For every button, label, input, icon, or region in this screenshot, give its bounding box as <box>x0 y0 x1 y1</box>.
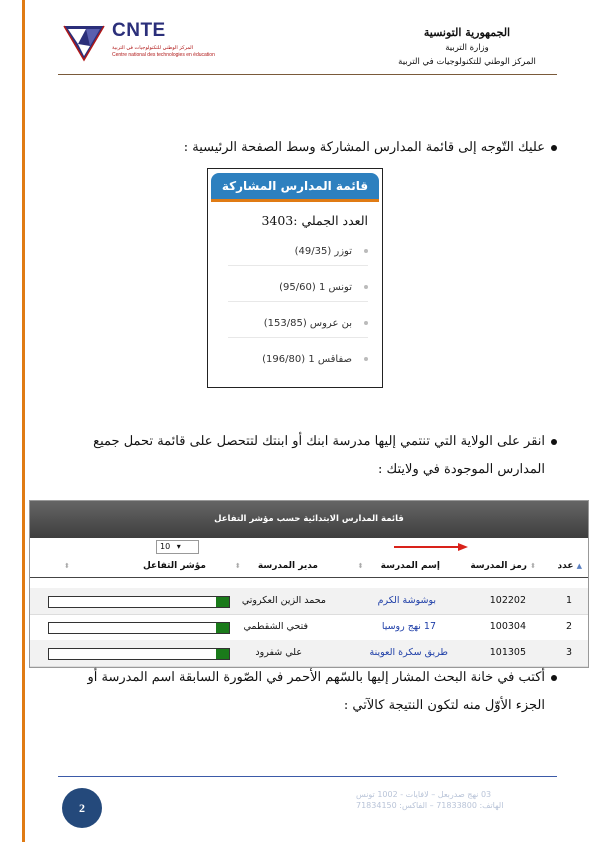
header-republic: الجمهورية التونسية <box>423 26 511 39</box>
col-indicator[interactable]: مؤشر التفاعل ⬍ <box>64 561 206 571</box>
header-ministry-text <box>377 26 557 67</box>
school-region-item[interactable]: توزر (49/35) <box>228 239 368 266</box>
col-num[interactable]: ▲ عدد <box>557 561 582 571</box>
col-code[interactable]: ⬍ رمز المدرسة <box>470 561 536 571</box>
sort-icon: ⬍ <box>357 562 364 570</box>
sort-icon: ⬍ <box>234 562 241 570</box>
instruction-3-text: أكتب في خانة البحث المشار إليها بالسّهم الأحمر في الصّورة السابقة اسم المدرسة أو <box>87 670 545 685</box>
header-ministry: وزارة التربية <box>445 43 489 53</box>
school-link[interactable]: 17 نهج روسيا <box>381 621 436 632</box>
logo-subtitle-ar: المركز الوطني للتكنولوجيات في التربية <box>112 45 194 51</box>
school-region-item[interactable]: صفاقس 1 (196/80) <box>228 347 368 373</box>
bullet-icon <box>551 675 557 681</box>
indicator-bar-fill <box>216 597 229 607</box>
page-size-select[interactable]: 10 ▾ <box>156 540 199 554</box>
participating-schools-box <box>207 168 383 388</box>
school-link[interactable]: بوشوشة الكرم <box>377 595 436 606</box>
instruction-2-text: انقر على الولاية التي تنتمي إليها مدرسة ابنك أو ابنتك لتتحصل على قائمة تحمل جميع <box>93 434 545 449</box>
schools-table-title: قائمة المدارس الابتدائية حسب مؤشر التفاعل <box>30 501 588 538</box>
school-region-item[interactable]: تونس 1 (95/60) <box>228 275 368 302</box>
table-row: 3 101305 طريق سكرة العوينة علي شفرود <box>30 640 588 667</box>
footer-address: 03 نهج صدربعل – لافايات - 1002 تونس الهاتف: 71833800 – الفاكس: 71834150 <box>356 790 504 810</box>
sort-asc-icon: ▲ <box>576 562 582 570</box>
indicator-bar <box>48 596 230 608</box>
instruction-2-text-cont: المدارس الموجودة في ولايتك : <box>378 462 545 477</box>
bullet-icon <box>364 285 368 289</box>
instruction-1-text: عليك التّوجه إلى قائمة المدارس المشاركة وسط الصفحة الرئيسية : <box>183 140 545 155</box>
instruction-1 <box>37 134 557 162</box>
indicator-bar <box>48 648 230 660</box>
table-row: 2 100304 17 نهج روسيا فتحي الشقطمي <box>30 614 588 641</box>
bullet-icon <box>364 321 368 325</box>
instruction-2 <box>37 428 557 484</box>
bullet-icon <box>364 249 368 253</box>
header-center: المركز الوطني للتكنولوجيات في التربية <box>398 57 536 67</box>
cnte-emblem-icon <box>62 22 106 62</box>
red-arrow-icon <box>394 543 468 551</box>
participating-schools-title[interactable]: قائمة المدارس المشاركة <box>211 173 379 202</box>
instruction-3 <box>27 664 557 720</box>
header-divider <box>58 74 557 75</box>
table-row: 1 102202 بوشوشة الكرم محمد الزين العكروتي <box>30 588 588 615</box>
cnte-logo <box>62 20 232 68</box>
indicator-bar <box>48 622 230 634</box>
school-link[interactable]: طريق سكرة العوينة <box>369 647 448 658</box>
bullet-icon <box>364 357 368 361</box>
page-number: 2 <box>62 788 102 828</box>
caret-down-icon: ▾ <box>176 542 181 551</box>
indicator-bar-fill <box>216 649 229 659</box>
bullet-icon <box>551 439 557 445</box>
sort-icon: ⬍ <box>530 562 536 570</box>
col-director[interactable]: مدير المدرسة ⬍ <box>234 561 318 571</box>
indicator-bar-fill <box>216 623 229 633</box>
logo-subtitle-fr: Centre national des technologies en éducation <box>112 52 215 58</box>
table-header-row <box>30 557 588 578</box>
sort-icon: ⬍ <box>64 562 70 570</box>
col-name[interactable]: إسم المدرسة ⬍ <box>357 561 440 571</box>
schools-table <box>29 500 589 668</box>
footer-divider <box>58 776 557 777</box>
schools-total: العدد الجملي :3403 <box>261 213 368 228</box>
logo-name: CNTE <box>112 20 166 41</box>
bullet-icon <box>551 145 557 151</box>
school-region-item[interactable]: بن عروس (153/85) <box>228 311 368 338</box>
left-accent-bar <box>22 0 25 842</box>
instruction-3-text-cont: الجزء الأوّل منه لتكون النتيجة كالآتي : <box>343 698 545 713</box>
